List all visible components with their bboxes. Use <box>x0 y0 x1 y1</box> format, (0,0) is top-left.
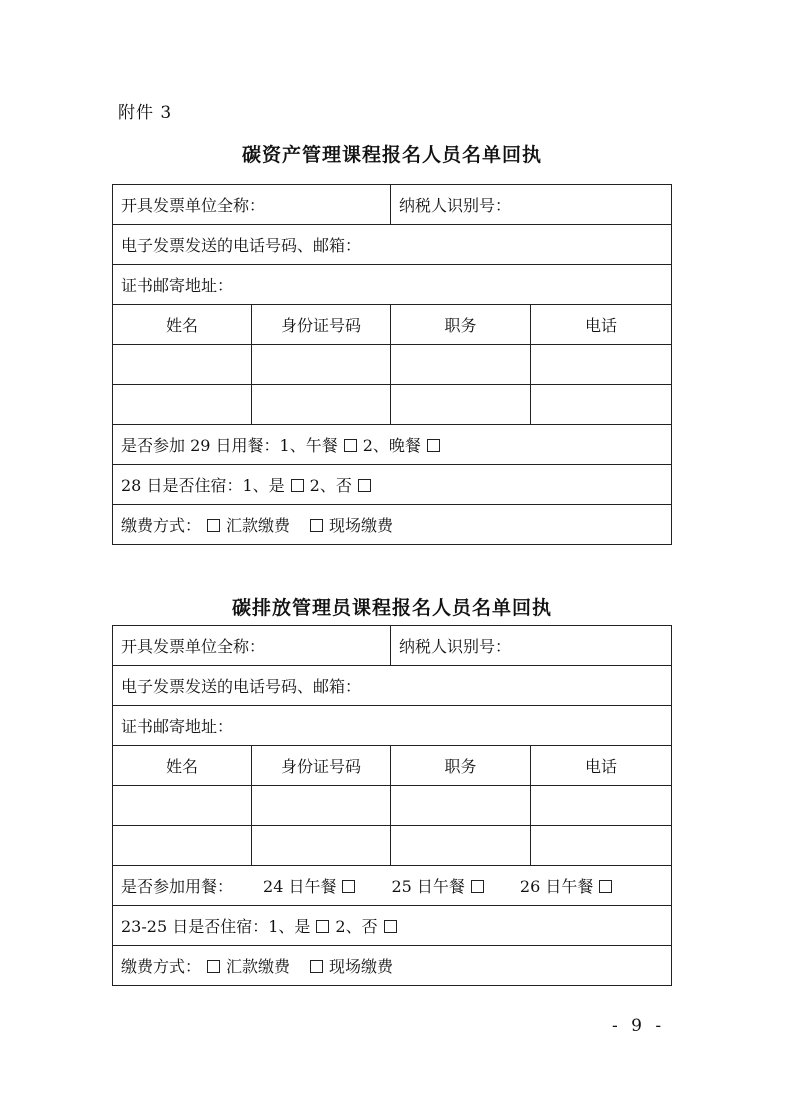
name-cell[interactable] <box>113 826 252 866</box>
meal-option-24: 24 日午餐 <box>263 877 337 896</box>
meal-option-25: 25 日午餐 <box>391 877 465 896</box>
meal-26-checkbox[interactable] <box>599 880 612 893</box>
payment-row <box>113 505 672 545</box>
id-number-cell[interactable] <box>252 786 391 826</box>
lodging-option-yes: 1、是 <box>268 917 311 936</box>
onsite-checkbox[interactable] <box>310 960 323 973</box>
meal-option-26: 26 日午餐 <box>519 877 594 896</box>
position-cell[interactable] <box>391 786 531 826</box>
onsite-checkbox[interactable] <box>310 519 323 532</box>
name-cell[interactable] <box>113 385 252 425</box>
form1-title: 碳资产管理课程报名人员名单回执 <box>241 144 542 166</box>
lodging-question: 23-25 日是否住宿： <box>121 917 269 936</box>
table-row <box>113 345 672 385</box>
payment-option-remittance: 汇款缴费 <box>226 516 291 535</box>
lodging-question: 28 日是否住宿： <box>121 476 243 495</box>
payment-option-onsite: 现场缴费 <box>329 957 394 976</box>
id-number-cell[interactable] <box>252 826 391 866</box>
lodging-row <box>113 465 672 505</box>
column-header-name: 姓名 <box>113 305 252 345</box>
payment-label: 缴费方式： <box>121 516 202 535</box>
meal-option-dinner: 2、晚餐 <box>362 436 421 455</box>
payment-row <box>113 946 672 986</box>
lodging-yes-checkbox[interactable] <box>316 920 329 933</box>
lodging-option-yes: 1、是 <box>242 476 285 495</box>
lodging-option-no: 2、否 <box>335 917 378 936</box>
payment-label: 缴费方式： <box>121 957 202 976</box>
position-cell[interactable] <box>391 385 531 425</box>
invoice-unit-field[interactable]: 开具发票单位全称： <box>113 185 391 225</box>
table-row <box>113 385 672 425</box>
phone-cell[interactable] <box>531 385 672 425</box>
meal-24-checkbox[interactable] <box>342 880 355 893</box>
e-invoice-contact-field[interactable]: 电子发票发送的电话号码、邮箱： <box>113 225 672 265</box>
invoice-unit-field[interactable]: 开具发票单位全称： <box>113 626 391 666</box>
position-cell[interactable] <box>391 345 531 385</box>
lodging-no-checkbox[interactable] <box>358 479 371 492</box>
meal-option-lunch: 1、午餐 <box>279 436 338 455</box>
lunch-checkbox[interactable] <box>344 439 357 452</box>
name-cell[interactable] <box>113 786 252 826</box>
phone-cell[interactable] <box>531 826 672 866</box>
lodging-yes-checkbox[interactable] <box>291 479 304 492</box>
form1-table <box>112 184 672 545</box>
remittance-checkbox[interactable] <box>207 960 220 973</box>
e-invoice-contact-field[interactable]: 电子发票发送的电话号码、邮箱： <box>113 666 672 706</box>
lodging-no-checkbox[interactable] <box>384 920 397 933</box>
phone-cell[interactable] <box>531 345 672 385</box>
name-cell[interactable] <box>113 345 252 385</box>
annex-label: 附件 3 <box>118 103 173 123</box>
cert-address-field[interactable]: 证书邮寄地址： <box>113 265 672 305</box>
column-header-position: 职务 <box>391 746 531 786</box>
form2-title: 碳排放管理员课程报名人员名单回执 <box>231 597 552 619</box>
id-number-cell[interactable] <box>252 385 391 425</box>
payment-option-remittance: 汇款缴费 <box>226 957 291 976</box>
payment-option-onsite: 现场缴费 <box>329 516 394 535</box>
remittance-checkbox[interactable] <box>207 519 220 532</box>
table-row <box>113 826 672 866</box>
taxpayer-id-field[interactable]: 纳税人识别号： <box>391 626 672 666</box>
meal-question: 是否参加用餐： <box>121 877 234 896</box>
form2-table <box>112 625 672 986</box>
meal-row <box>113 425 672 465</box>
dinner-checkbox[interactable] <box>427 439 440 452</box>
column-header-phone: 电话 <box>531 305 672 345</box>
column-header-phone: 电话 <box>531 746 672 786</box>
lodging-option-no: 2、否 <box>309 476 352 495</box>
page-number: - 9 - <box>612 1016 666 1036</box>
meal-question: 是否参加 29 日用餐： <box>121 436 280 455</box>
column-header-id-number: 身份证号码 <box>252 305 391 345</box>
column-header-name: 姓名 <box>113 746 252 786</box>
id-number-cell[interactable] <box>252 345 391 385</box>
meal-row <box>113 866 672 906</box>
position-cell[interactable] <box>391 826 531 866</box>
lodging-row <box>113 906 672 946</box>
meal-25-checkbox[interactable] <box>471 880 484 893</box>
cert-address-field[interactable]: 证书邮寄地址： <box>113 706 672 746</box>
column-header-position: 职务 <box>391 305 531 345</box>
taxpayer-id-field[interactable]: 纳税人识别号： <box>391 185 672 225</box>
column-header-id-number: 身份证号码 <box>252 746 391 786</box>
phone-cell[interactable] <box>531 786 672 826</box>
table-row <box>113 786 672 826</box>
